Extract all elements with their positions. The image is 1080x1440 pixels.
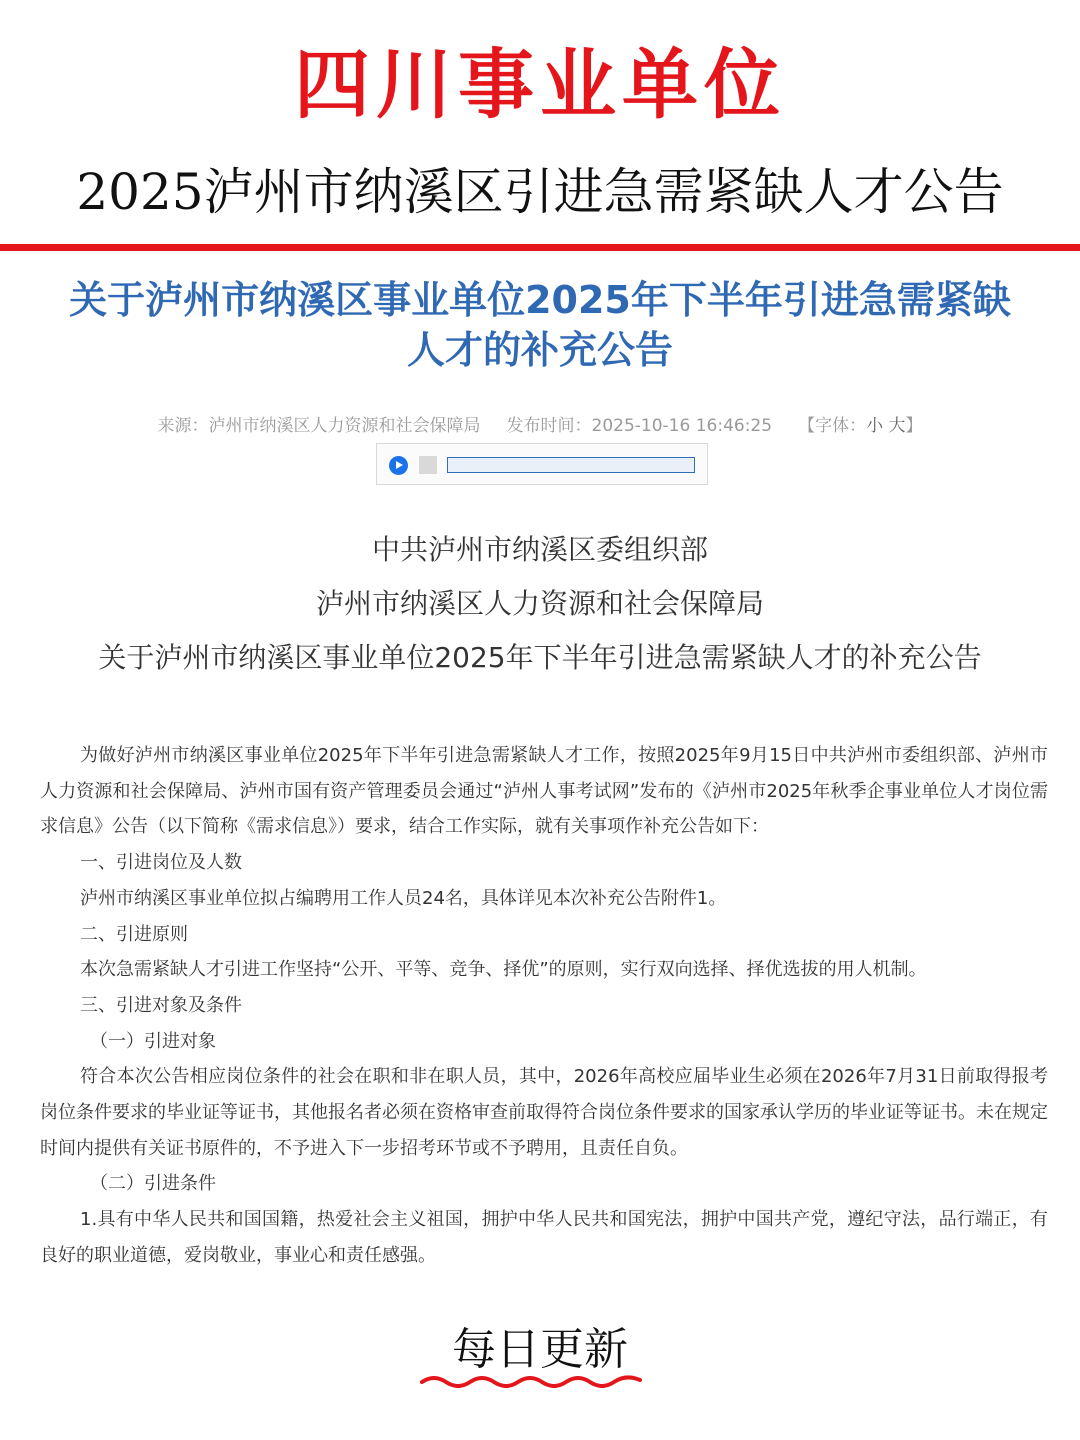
wave-underline (420, 1372, 642, 1388)
daily-update-tag: 每日更新 (452, 1324, 628, 1375)
section-heading: 三、引进对象及条件 (80, 994, 242, 1016)
banner-subtitle: 2025泸州市纳溪区引进急需紧缺人才公告 (76, 163, 1004, 221)
section-heading: 一、引进岗位及人数 (80, 852, 242, 874)
org-line: 关于泸州市纳溪区事业单位2025年下半年引进急需紧缺人才的补充公告 (98, 641, 982, 674)
article-title (40, 275, 1040, 375)
banner-title: 四川事业单位 (294, 40, 786, 129)
font-small-link[interactable]: 小 (866, 416, 884, 436)
subsection-heading: （一）引进对象 (90, 1030, 216, 1052)
stop-icon[interactable] (419, 456, 437, 474)
section-text: 本次急需紧缺人才引进工作坚持“公开、平等、竞争、择优”的原则，实行双向选择、择优选拔的用人机制。 (80, 959, 927, 981)
play-icon[interactable] (389, 456, 408, 475)
font-size-suffix: 】 (905, 416, 923, 436)
section-text: 泸州市纳溪区事业单位拟占编聘用工作人员24名，具体详见本次补充公告附件1。 (80, 887, 727, 909)
audio-player (376, 443, 708, 485)
publish-time: 发布时间：2025-10-16 16:46:25 (506, 416, 773, 436)
org-line: 泸州市纳溪区人力资源和社会保障局 (315, 587, 764, 620)
article-body (40, 738, 1048, 1274)
font-large-link[interactable]: 大 (888, 416, 906, 436)
intro-paragraph: 为做好泸州市纳溪区事业单位2025年下半年引进急需紧缺人才工作，按照2025年9月15日中共泸州市委组织部、泸州市人力资源和社会保障局、泸州市国有资产管理委员会通过“泸州人事考试网”发布的《泸州市2025年秋季企事业单位人才岗位需求信息》公告（以下简称《需求信息》）要求，结合工作实际，就有关事项作补充公告如下： (40, 745, 1048, 838)
font-size-prefix: 【字体： (798, 416, 867, 436)
source-label: 来源：泸州市纳溪区人力资源和社会保障局 (157, 416, 481, 436)
divider (0, 244, 1080, 251)
subsection-heading: （二）引进条件 (90, 1173, 216, 1195)
section-heading: 二、引进原则 (80, 923, 188, 945)
article-title-line: 人才的补充公告 (406, 328, 673, 372)
section-text: 1.具有中华人民共和国国籍，热爱社会主义祖国，拥护中华人民共和国宪法，拥护中国共产党，遵纪守法，品行端正，有良好的职业道德，爱岗敬业，事业心和责任感强。 (40, 1209, 1048, 1266)
article-meta (0, 414, 1080, 438)
section-text: 符合本次公告相应岗位条件的社会在职和非在职人员，其中，2026年高校应届毕业生必须在2026年7月31日前取得报考岗位条件要求的毕业证等证书，其他报名者必须在资格审查前取得符合岗位条件要求的国家承认学历的毕业证等证书。未在规定时间内提供有关证书原件的，不予进入下一步招考环节或不予聘用，且责任自负。 (40, 1066, 1048, 1159)
org-line: 中共泸州市纳溪区委组织部 (371, 533, 708, 566)
audio-progress-bar[interactable] (447, 457, 695, 473)
article-title-line: 关于泸州市纳溪区事业单位2025年下半年引进急需紧缺 (69, 278, 1011, 322)
